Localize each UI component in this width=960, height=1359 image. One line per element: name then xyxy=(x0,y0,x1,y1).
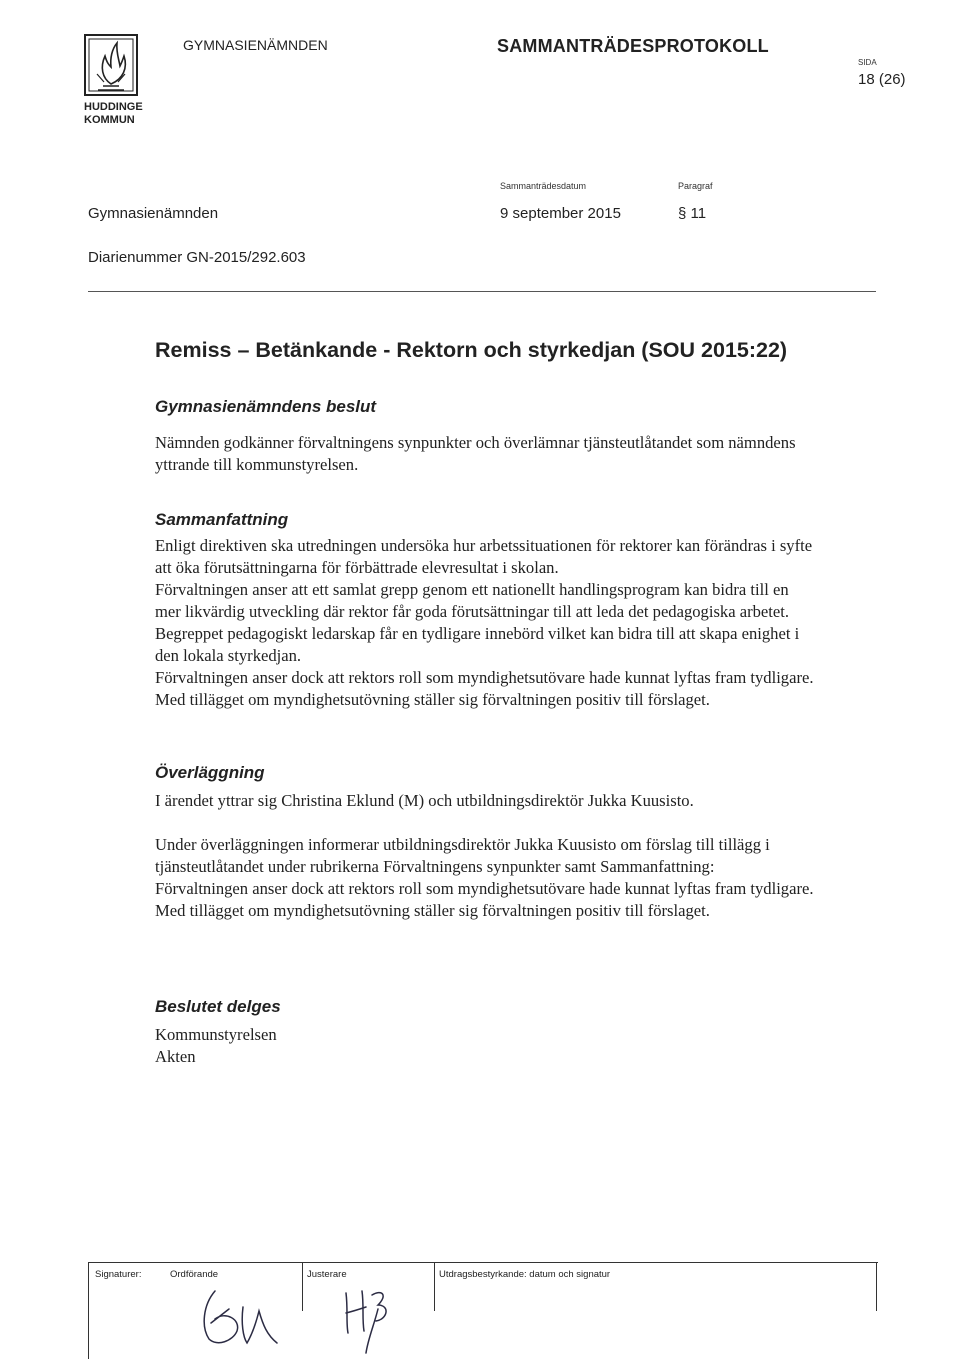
organisation-name: GYMNASIENÄMNDEN xyxy=(183,37,328,53)
signature-box-divider xyxy=(302,1263,303,1311)
signature-box-divider xyxy=(876,1263,877,1311)
distribution-item: Kommunstyrelsen xyxy=(155,1025,277,1044)
header-divider xyxy=(88,291,876,292)
summary-body xyxy=(155,535,815,711)
signature-box-divider xyxy=(88,1263,89,1359)
extract-label: Utdragsbestyrkande: datum och signatur xyxy=(439,1269,611,1280)
deliberation-paragraph: Under överläggningen informerar utbildningsdirektör Jukka Kuusisto om förslag till tillägg i tjänsteutlåtandet under rubrikerna Förvaltningens synpunkter samt Sammanfattning: xyxy=(155,835,770,876)
signature-box-divider xyxy=(434,1263,435,1311)
distribution-heading: Beslutet delges xyxy=(155,997,281,1016)
deliberation-text: I ärendet yttrar sig Christina Eklund (M) och utbildningsdirektör Jukka Kuusisto. xyxy=(155,791,694,810)
meeting-date: 9 september 2015 xyxy=(500,205,621,222)
summary-paragraph: Förvaltningen anser dock att rektors roll som myndighetsutövare hade kunnat lyftas fram tydligare. Med tillägget om myndighetsutövning ställer sig förvaltningen positiv till förslaget. xyxy=(155,668,814,709)
chair-label: Ordförande xyxy=(170,1269,219,1280)
adjuster-label: Justerare xyxy=(307,1269,347,1280)
deliberation-paragraph: Förvaltningen anser dock att rektors roll som myndighetsutövare hade kunnat lyftas fram tydligare. Med tillägget om myndighetsutövning ställer sig förvaltningen positiv till förslaget. xyxy=(155,879,814,920)
decision-heading: Gymnasienämndens beslut xyxy=(155,397,377,416)
deliberation-heading: Överläggning xyxy=(155,763,265,782)
municipality-name-line1: HUDDINGE xyxy=(84,101,143,113)
distribution-item: Akten xyxy=(155,1047,196,1066)
municipal-crest-icon xyxy=(84,34,138,96)
distribution-list xyxy=(155,1024,815,1068)
meeting-date-label: Sammanträdesdatum xyxy=(500,181,587,191)
diary-number: Diarienummer GN-2015/292.603 xyxy=(88,249,306,266)
chair-signature-icon xyxy=(193,1283,289,1353)
deliberation-body xyxy=(155,834,815,922)
document-type: SAMMANTRÄDESPROTOKOLL xyxy=(497,36,769,56)
summary-heading: Sammanfattning xyxy=(155,510,289,529)
paragraph-number: § 11 xyxy=(678,205,707,222)
signatures-label: Signaturer: xyxy=(95,1269,142,1280)
summary-paragraph: Enligt direktiven ska utredningen undersöka hur arbetssituationen för rektorer kan förändras i syfte att öka förutsättningarna för förbättrade elevresultat i skolan. xyxy=(155,536,813,577)
document-title: Remiss – Betänkande - Rektorn och styrkedjan (SOU 2015:22) xyxy=(155,338,788,362)
adjuster-initials-icon xyxy=(338,1285,408,1357)
municipality-name xyxy=(84,101,143,127)
municipality-name-line2: KOMMUN xyxy=(84,114,135,126)
summary-paragraph: Förvaltningen anser att ett samlat grepp genom ett nationellt handlingsprogram kan bidra till en mer likvärdig utveckling där rektor får goda förutsättningar till att leda det pedagogiska arbetet. Begreppet pedagogiskt ledarskap får en tydligare innebörd vilket kan bidra till att skapa enighet i den lokala styrkedjan. xyxy=(155,580,800,665)
page-label: SIDA xyxy=(858,58,877,67)
body-name: Gymnasienämnden xyxy=(88,205,219,222)
signature-box xyxy=(88,1262,878,1359)
paragraph-label: Paragraf xyxy=(678,181,713,191)
decision-text: Nämnden godkänner förvaltningens synpunkter och överlämnar tjänsteutlåtandet som nämndens yttrande till kommunstyrelsen. xyxy=(155,433,796,474)
page-number: 18 (26) xyxy=(858,71,906,88)
